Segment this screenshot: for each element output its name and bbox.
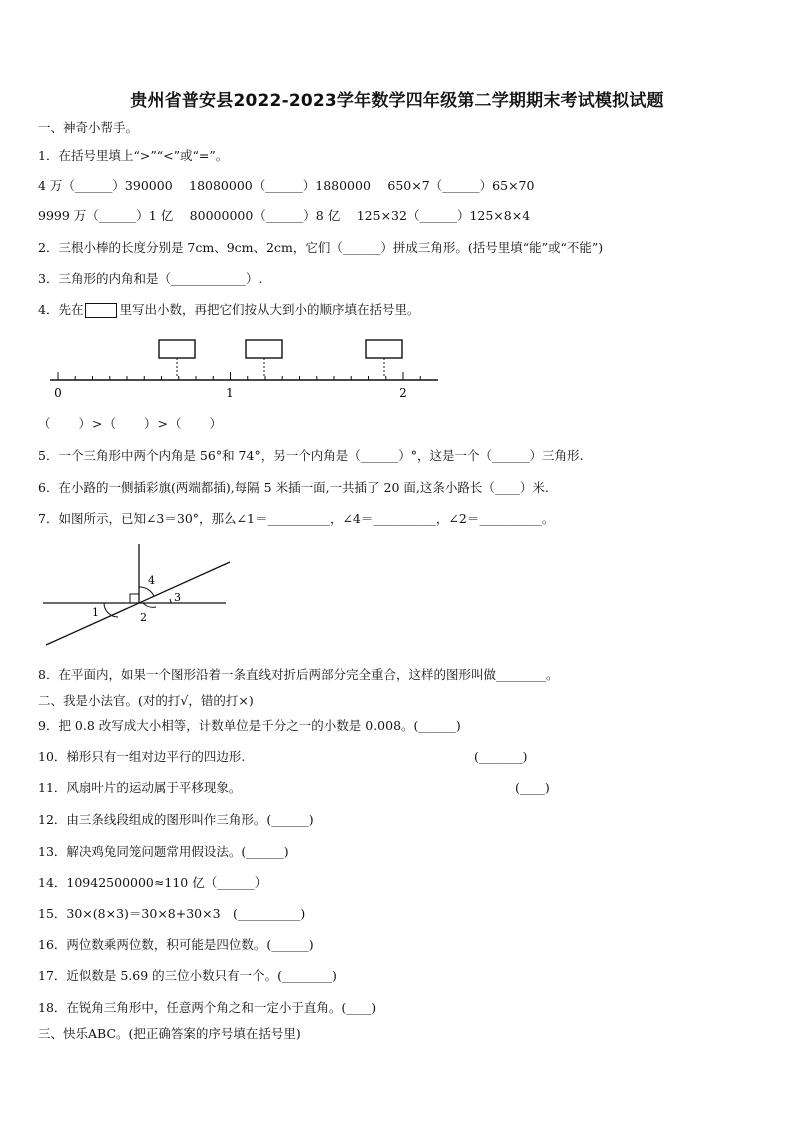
decimal-box-3 (366, 340, 402, 358)
question-6: 6．在小路的一侧插彩旗(两端都插),每隔 5 米插一面,一共插了 20 面,这条小路长（____）米. (38, 480, 549, 495)
number-line-figure (44, 336, 444, 402)
question-17: 17．近似数是 5.69 的三位小数只有一个。(________) (38, 968, 337, 983)
angle-label-1: 1 (92, 606, 99, 619)
angle-label-3: 3 (174, 591, 181, 604)
angle-figure (40, 540, 240, 650)
number-line-pointers (177, 358, 384, 378)
page-title: 贵州省普安县2022-2023学年数学四年级第二学期期末考试模拟试题 (130, 91, 664, 111)
decimal-box-2 (246, 340, 282, 358)
question-13: 13．解决鸡兔同笼问题常用假设法。(______) (38, 844, 289, 859)
tick-label-2: 2 (399, 386, 407, 400)
question-1-row-1: 4 万（______）390000 18080000（______）1880000 650×7（______）65×70 (38, 178, 535, 193)
question-12: 12．由三条线段组成的图形叫作三角形。(______) (38, 812, 314, 827)
question-14: 14．10942500000≈110 亿（______） (38, 875, 268, 890)
question-5: 5．一个三角形中两个内角是 56°和 74°，另一个内角是（______）°，这是一个（______）三角形. (38, 448, 584, 463)
question-2: 2．三根小棒的长度分别是 7cm、9cm、2cm，它们（______）拼成三角形。(括号里填“能”或“不能”) (38, 240, 604, 255)
question-18: 18．在锐角三角形中，任意两个角之和一定小于直角。(____) (38, 1000, 377, 1015)
section-heading-3: 三、快乐ABC。(把正确答案的序号填在括号里) (38, 1026, 301, 1041)
question-1-row-2: 9999 万（______）1 亿 80000000（______）8 亿 125×32（______）125×8×4 (38, 208, 531, 223)
question-10: 10．梯形只有一组对边平行的四边形. (38, 749, 246, 764)
angle-arc-1 (104, 603, 118, 617)
question-1: 1．在括号里填上“>”“<”或“=”。 (38, 148, 229, 163)
section-heading-1: 一、神奇小帮手。 (38, 120, 139, 135)
question-4-compare: （ ）>（ ）>（ ） (38, 416, 223, 431)
angle-label-4: 4 (148, 574, 155, 587)
question-11: 11．风扇叶片的运动属于平移现象。 (38, 780, 242, 795)
number-line-boxes (159, 340, 402, 358)
right-angle-mark (130, 594, 139, 603)
question-11-answer: (____) (515, 780, 550, 795)
tick-label-0: 0 (54, 386, 62, 400)
decimal-box-1 (159, 340, 195, 358)
question-3: 3．三角形的内角和是（____________）. (38, 271, 263, 286)
question-4-after: 里写出小数，再把它们按从大到小的顺序填在括号里。 (119, 302, 420, 317)
question-8: 8．在平面内，如果一个图形沿着一条直线对折后两部分完全重合，这样的图形叫做________。 (38, 667, 559, 682)
question-15: 15．30×(8×3)＝30×8+30×3 (__________) (38, 906, 306, 921)
angle-arc-4 (139, 587, 154, 596)
answer-box (85, 303, 117, 318)
question-16: 16．两位数乘两位数，积可能是四位数。(______) (38, 937, 314, 952)
angle-label-2: 2 (140, 611, 147, 624)
question-4-before: 4．先在 (38, 302, 84, 317)
question-4 (38, 302, 419, 318)
question-9: 9．把 0.8 改写成大小相等，计数单位是千分之一的小数是 0.008。(______) (38, 718, 461, 733)
question-10-answer: (_______) (474, 749, 528, 764)
tick-label-1: 1 (226, 386, 234, 400)
question-7: 7．如图所示，已知∠3＝30°，那么∠1＝__________，∠4＝__________，∠2＝__________。 (38, 511, 555, 526)
section-heading-2: 二、我是小法官。(对的打√，错的打×) (38, 693, 254, 708)
number-line-ticks (58, 372, 420, 380)
